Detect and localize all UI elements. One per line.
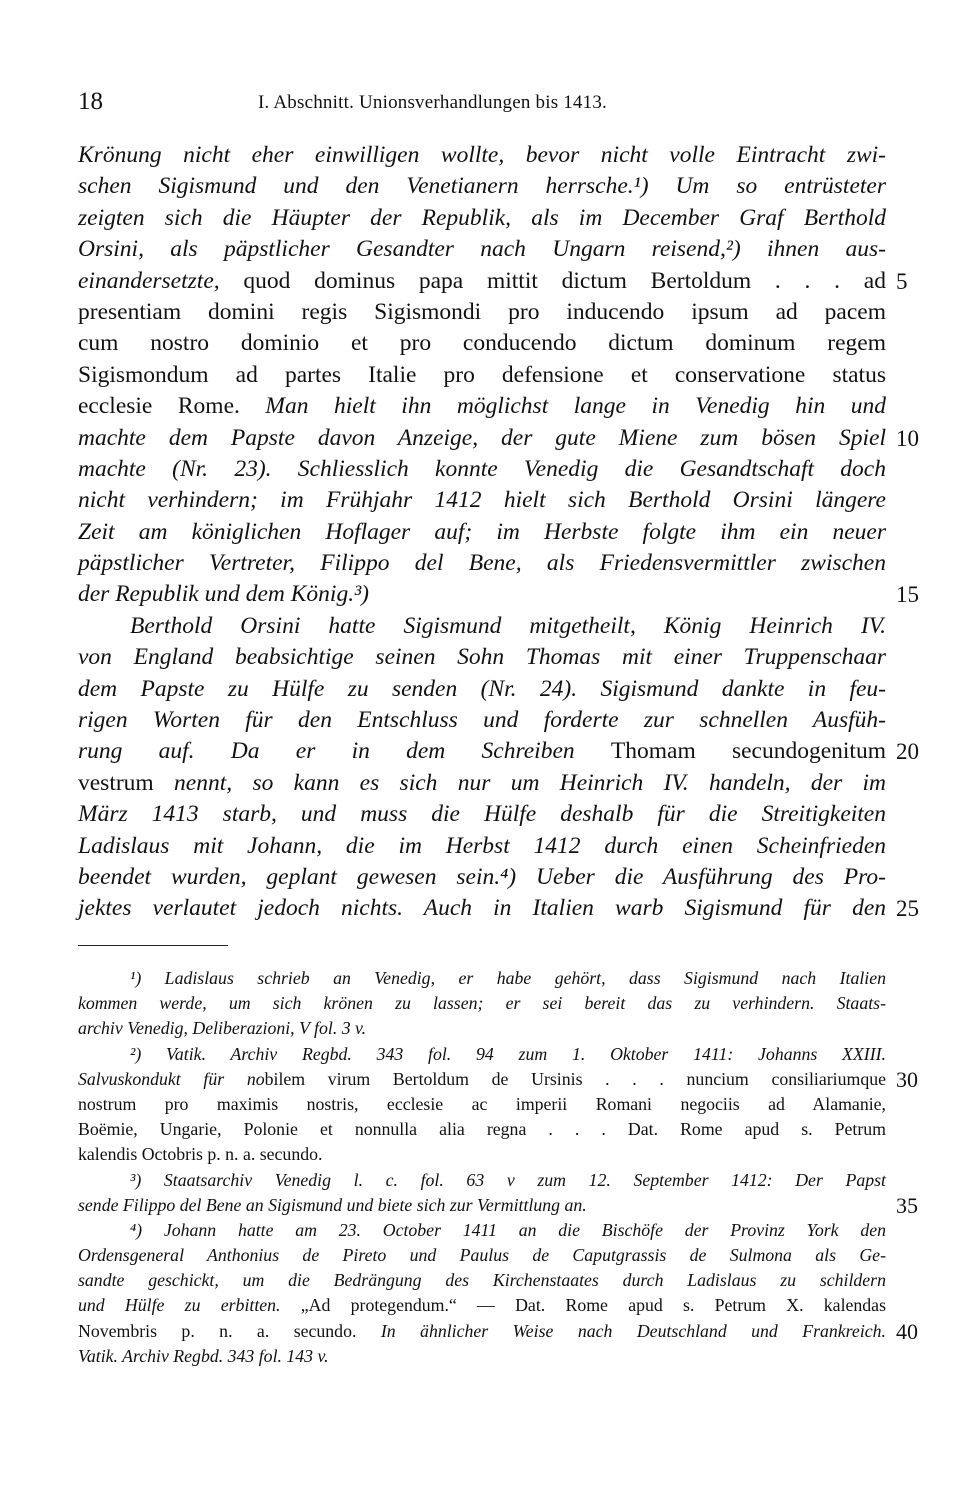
body-line (78, 705, 886, 736)
body-line-text: Zeit am königlichen Hoflager auf; im Herbste folgte ihm ein neuer (78, 518, 886, 545)
footnote-line-text: ⁴) Johann hatte am 23. October 1411 an die Bischöfe der Provinz York den (130, 1219, 886, 1240)
footnote-line-text: kommen werde, um sich krönen zu lassen; er sei bereit das zu verhindern. Staats- (78, 993, 886, 1014)
footnote-line-text: ²) Vatik. Archiv Regbd. 343 fol. 94 zum 1. Oktober 1411: Johanns XXIII. (130, 1043, 886, 1064)
body-line-text: machte (Nr. 23). Schliesslich konnte Venedig die Gesandtschaft doch (78, 455, 886, 482)
body-line (78, 768, 886, 799)
body-line (78, 423, 919, 454)
body-line (78, 171, 886, 202)
body-line-text: der Republik und dem König.³) (78, 581, 369, 608)
footnote-line (78, 1192, 918, 1218)
body-line (78, 674, 886, 705)
footnote-line (78, 1318, 918, 1344)
body-line-text: nicht verhindern; im Frühjahr 1412 hielt sich Berthold Orsini längere (78, 487, 886, 514)
footnote-line (78, 1268, 886, 1293)
body-line-text: zeigten sich die Häupter der Republik, als im December Graf Berthold (78, 204, 886, 231)
line-number: 10 (896, 425, 919, 451)
footnote-line (78, 966, 886, 991)
body-line-text: rigen Worten für den Entschluss und forderte zur schnellen Ausfüh- (78, 707, 886, 734)
footnote-line (78, 991, 886, 1016)
body-line (78, 234, 886, 265)
body-line (78, 548, 886, 579)
body-line-text: jektes verlautet jedoch nichts. Auch in Italien warb Sigismund für den (78, 895, 886, 922)
body-line-text: Sigismondum ad partes Italie pro defensione et conservatione status (78, 361, 886, 388)
body-line (78, 517, 886, 548)
footnote-line (78, 1066, 918, 1092)
footnote-line (78, 1344, 886, 1369)
footnote-divider (78, 945, 228, 946)
footnote-line (78, 1243, 886, 1268)
footnote-line-text: archiv Venedig, Deliberazioni, V fol. 3 v. (78, 1018, 367, 1039)
footnote-line (78, 1042, 886, 1067)
body-line-text: von England beabsichtige seinen Sohn Thomas mit einer Truppenschaar (78, 644, 886, 671)
footnote-line-text: sandte geschickt, um die Bedrängung des Kirchenstaates durch Ladislaus zu schildern (78, 1270, 886, 1291)
footnote-line (78, 1092, 886, 1117)
body-line (78, 140, 886, 171)
footnote-line-text: und Hülfe zu erbitten. „Ad protegendum.“ — Dat. Rome apud s. Petrum X. kalendas (78, 1295, 886, 1316)
main-text (78, 140, 919, 925)
body-line (78, 611, 886, 642)
running-head: I. Abschnitt. Unionsverhandlungen bis 1413. (258, 92, 607, 113)
footnote-line-text: sende Filippo del Bene an Sigismund und biete sich zur Vermittlung an. (78, 1194, 587, 1215)
footnotes (78, 966, 918, 1369)
footnote-line-text: Ordensgeneral Anthonius de Pireto und Paulus de Caputgrassis de Sulmona als Ge- (78, 1245, 886, 1266)
line-number: 20 (896, 739, 919, 765)
footnote-line (78, 1168, 886, 1193)
page-number: 18 (78, 88, 103, 115)
body-line-text: Berthold Orsini hatte Sigismund mitgetheilt, König Heinrich IV. (130, 612, 886, 639)
footnote-line (78, 1117, 886, 1142)
body-line-text: März 1413 starb, und muss die Hülfe deshalb für die Streitigkeiten (78, 801, 886, 828)
body-line-text: cum nostro dominio et pro conducendo dictum dominum regem (78, 330, 886, 357)
footnote-line-text: kalendis Octobris p. n. a. secundo. (78, 1144, 323, 1165)
body-line (78, 454, 886, 485)
body-line-text: Ladislaus mit Johann, die im Herbst 1412 durch einen Scheinfrieden (78, 832, 886, 859)
body-line-text: dem Papste zu Hülfe zu senden (Nr. 24). Sigismund dankte in feu- (78, 675, 886, 702)
page-header (78, 88, 886, 120)
body-line (78, 579, 919, 610)
footnote-line-text: Boëmie, Ungarie, Polonie et nonnulla alia regna . . . Dat. Rome apud s. Petrum (78, 1119, 886, 1140)
body-line (78, 360, 886, 391)
footnote-line-text: Novembris p. n. a. secundo. In ähnlicher Weise nach Deutschland und Frankreich. (78, 1320, 886, 1341)
body-line (78, 831, 886, 862)
line-number: 30 (896, 1066, 918, 1092)
body-line (78, 328, 886, 359)
footnote-line-text: ³) Staatsarchiv Venedig l. c. fol. 63 v zum 12. September 1412: Der Papst (130, 1169, 886, 1190)
body-line-text: einandersetzte, quod dominus papa mittit dictum Bertoldum . . . ad (78, 267, 886, 294)
body-line-text: beendet wurden, geplant gewesen sein.⁴) Ueber die Ausführung des Pro- (78, 863, 886, 890)
footnote-line (78, 1218, 886, 1243)
line-number: 40 (896, 1318, 918, 1344)
body-line (78, 266, 908, 297)
body-line (78, 799, 886, 830)
footnote-line-text: Salvuskondukt für nobilem virum Bertoldum de Ursinis . . . nuncium consiliariumque (78, 1068, 887, 1089)
body-line (78, 391, 886, 422)
line-number: 5 (896, 268, 908, 294)
body-line (78, 736, 919, 767)
body-line (78, 893, 919, 924)
body-line-text: presentiam domini regis Sigismondi pro inducendo ipsum ad pacem (78, 298, 886, 325)
footnote-line-text: ¹) Ladislaus schrieb an Venedig, er habe gehört, dass Sigismund nach Italien (130, 968, 886, 988)
body-line-text: rung auf. Da er in dem Schreiben Thomam secundogenitum (78, 738, 886, 765)
body-line-text: päpstlicher Vertreter, Filippo del Bene, als Friedensvermittler zwischen (78, 550, 886, 577)
line-number: 25 (896, 896, 919, 922)
line-number: 35 (896, 1192, 918, 1218)
line-number: 15 (896, 582, 919, 608)
footnote-line (78, 1293, 886, 1318)
body-line-text: vestrum nennt, so kann es sich nur um Heinrich IV. handeln, der im (78, 769, 886, 796)
footnote-line (78, 1142, 886, 1167)
body-line (78, 297, 886, 328)
body-line (78, 485, 886, 516)
body-line-text: ecclesie Rome. Man hielt ihn möglichst lange in Venedig hin und (78, 393, 886, 420)
footnote-line-text: Vatik. Archiv Regbd. 343 fol. 143 v. (78, 1345, 329, 1366)
footnote-line-text: nostrum pro maximis nostris, ecclesie ac imperii Romani negociis ad Alamanie, (78, 1093, 886, 1114)
body-line (78, 203, 886, 234)
body-line (78, 862, 886, 893)
footnote-line (78, 1016, 886, 1041)
body-line-text: Krönung nicht eher einwilligen wollte, bevor nicht volle Eintracht zwi- (78, 142, 886, 168)
body-line-text: schen Sigismund und den Venetianern herrsche.¹) Um so entrüsteter (78, 173, 886, 200)
body-line (78, 642, 886, 673)
body-line-text: Orsini, als päpstlicher Gesandter nach Ungarn reisend,²) ihnen aus- (78, 236, 886, 263)
body-line-text: machte dem Papste davon Anzeige, der gute Miene zum bösen Spiel (78, 424, 886, 451)
